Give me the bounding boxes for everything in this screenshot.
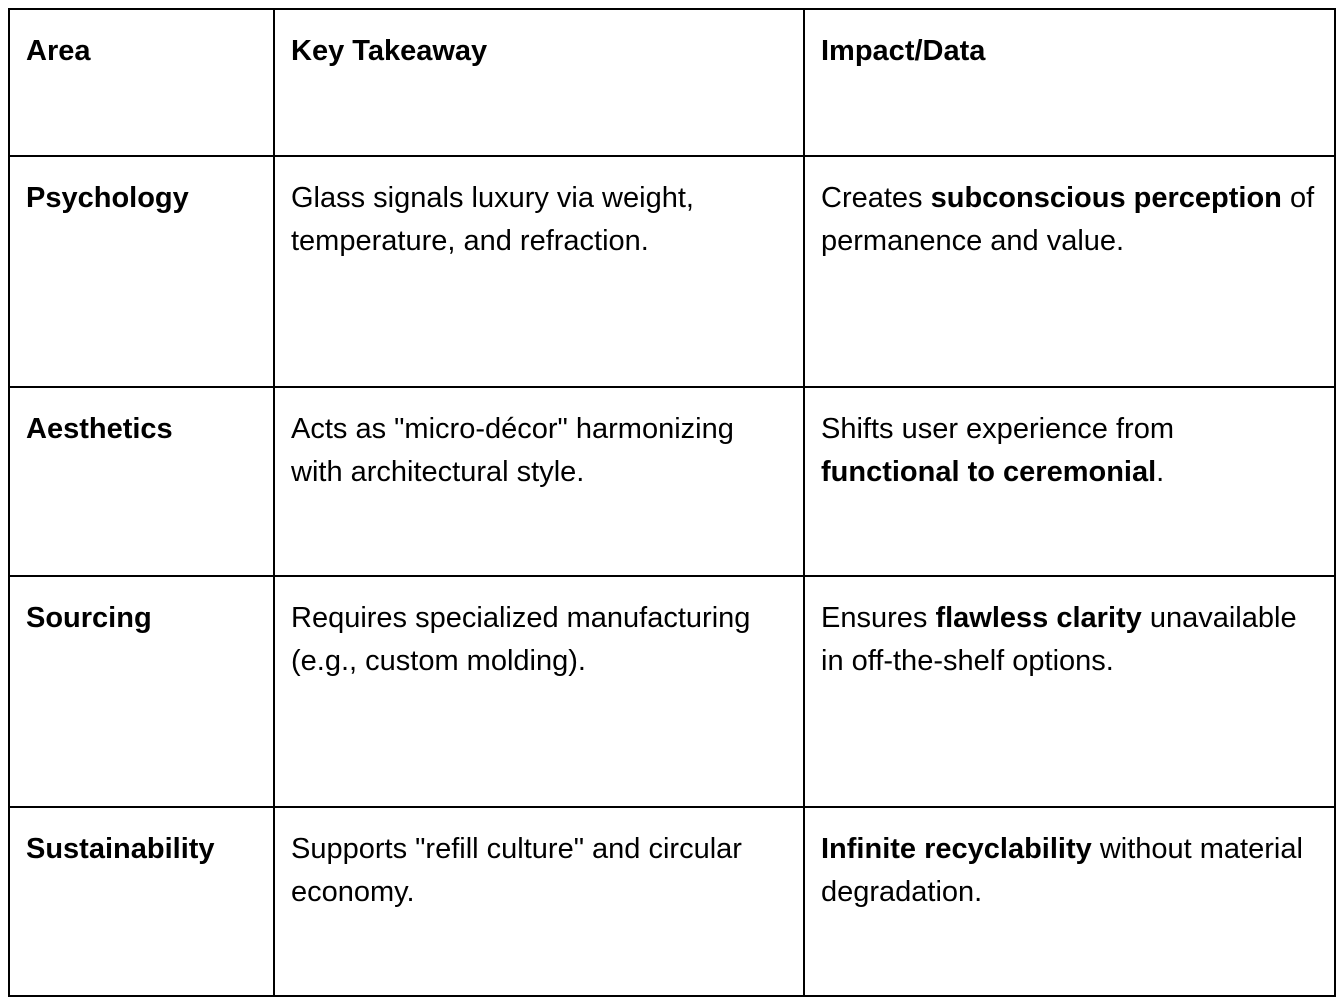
takeaway-cell: Supports "refill culture" and circular economy. — [274, 807, 804, 996]
impact-text: of permanence and value. — [821, 182, 1315, 257]
header-area: Area — [9, 9, 274, 156]
impact-text: without material degradation. — [821, 833, 1303, 908]
impact-cell — [804, 576, 1335, 807]
takeaway-cell: Acts as "micro-décor" harmonizing with architectural style. — [274, 387, 804, 576]
impact-text: Shifts user experience from — [821, 413, 1174, 445]
takeaways-table — [8, 8, 1336, 997]
impact-emphasis: subconscious perception — [930, 182, 1282, 214]
takeaway-cell: Glass signals luxury via weight, temperature, and refraction. — [274, 156, 804, 387]
takeaway-cell: Requires specialized manufacturing (e.g., custom molding). — [274, 576, 804, 807]
area-cell: Sourcing — [9, 576, 274, 807]
impact-cell — [804, 807, 1335, 996]
impact-text: unavailable in off-the-shelf options. — [821, 602, 1297, 677]
impact-text: Creates — [821, 182, 931, 214]
table-header-row — [9, 9, 1335, 156]
table-row — [9, 576, 1335, 807]
impact-emphasis: functional to ceremonial — [821, 456, 1157, 488]
impact-emphasis: flawless clarity — [935, 602, 1142, 634]
table-row — [9, 807, 1335, 996]
impact-emphasis: Infinite recyclability — [821, 833, 1092, 865]
impact-cell — [804, 156, 1335, 387]
header-key-takeaway: Key Takeaway — [274, 9, 804, 156]
table-row — [9, 387, 1335, 576]
impact-text: . — [1156, 456, 1165, 488]
impact-text: Ensures — [821, 602, 936, 634]
table-row — [9, 156, 1335, 387]
area-cell: Psychology — [9, 156, 274, 387]
impact-cell — [804, 387, 1335, 576]
area-cell: Aesthetics — [9, 387, 274, 576]
header-impact-data: Impact/Data — [804, 9, 1335, 156]
area-cell: Sustainability — [9, 807, 274, 996]
